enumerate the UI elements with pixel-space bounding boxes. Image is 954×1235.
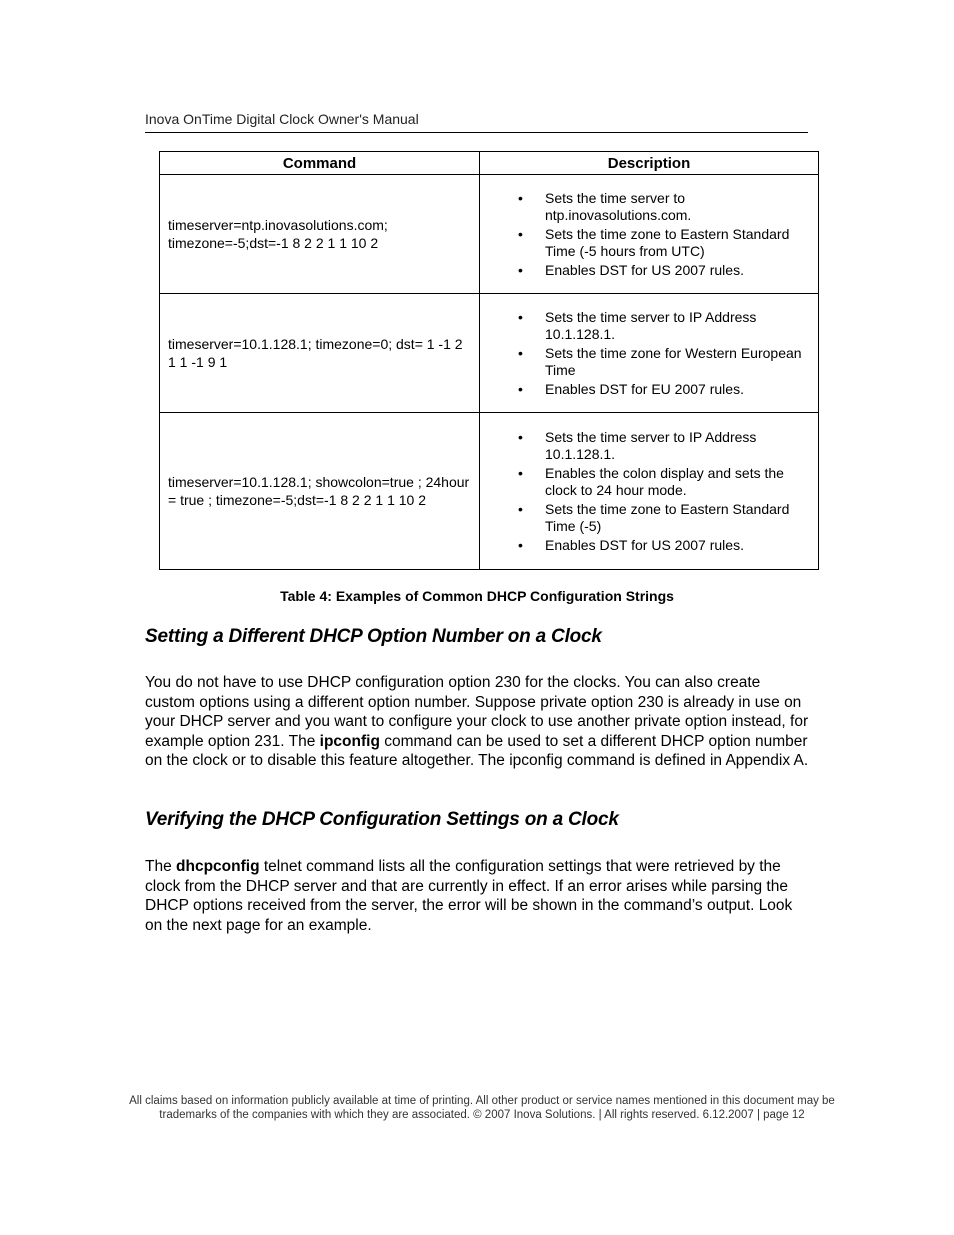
list-item: • Sets the time zone to Eastern Standard Time (-5 hours from UTC) — [545, 226, 818, 260]
list-item: • Enables DST for US 2007 rules. — [545, 262, 818, 279]
paragraph-text: command can be used to set a different DHCP option number on the clock or to disable this feature altogether. The ipconfig command is defined in Appendix A. — [145, 732, 809, 769]
list-item: • Sets the time server to IP Address 10.1.128.1. — [545, 429, 818, 463]
table-caption: Table 4: Examples of Common DHCP Configuration Strings — [280, 588, 674, 604]
section-heading-verifying: Verifying the DHCP Configuration Settings on a Clock — [145, 809, 619, 830]
description-list — [480, 309, 818, 398]
paragraph-text: telnet command lists all the configuration settings that were retrieved by the clock from the DHCP server and that are currently in effect. If an error arises while parsing the DHCP options received from the server, the error will be shown in the command’s output. Look on the next page for an example. — [145, 858, 793, 934]
list-item: • Sets the time zone to Eastern Standard Time (-5) — [545, 501, 818, 535]
header-title: Inova OnTime Digital Clock Owner's Manual — [145, 111, 419, 127]
ipconfig-keyword: ipconfig — [319, 732, 380, 750]
list-item: • Enables DST for US 2007 rules. — [545, 537, 818, 554]
dhcp-config-table — [159, 151, 819, 570]
description-cell — [480, 294, 819, 413]
paragraph-text: You do not have to use DHCP configuration option 230 for the clocks. You can also create custom options using a different option number. Suppose private option 230 is already in use on your DHCP server and you want to configure your clock to use another private option instead, for example option 231. The — [145, 674, 809, 750]
table-row — [160, 294, 819, 413]
column-header-description: Description — [480, 152, 819, 175]
table-row — [160, 413, 819, 570]
list-item: • Sets the time server to IP Address 10.1.128.1. — [545, 309, 818, 343]
description-list — [480, 429, 818, 554]
dhcpconfig-keyword: dhcpconfig — [176, 858, 260, 875]
page-footer — [120, 1094, 844, 1122]
list-item: • Sets the time server to ntp.inovasolutions.com. — [545, 190, 818, 224]
description-cell — [480, 175, 819, 294]
list-item: • Enables DST for EU 2007 rules. — [545, 381, 818, 398]
description-list — [480, 190, 818, 279]
description-cell — [480, 413, 819, 570]
column-header-command: Command — [160, 152, 480, 175]
footer-line: trademarks of the companies with which they are associated. © 2007 Inova Solutions. | All rights reserved. 6.12.2007 | page 12 — [159, 1109, 805, 1121]
footer-line: All claims based on information publicly available at time of printing. All other product or service names mentioned in this document may be — [129, 1095, 835, 1107]
list-item: • Sets the time zone for Western European Time — [545, 345, 818, 379]
table-header-row — [160, 152, 819, 175]
command-cell: timeserver=10.1.128.1; timezone=0; dst= 1 -1 2 1 1 -1 9 1 — [160, 294, 480, 413]
list-item: • Enables the colon display and sets the clock to 24 hour mode. — [545, 465, 818, 499]
command-cell: timeserver=10.1.128.1; showcolon=true ; 24hour = true ; timezone=-5;dst=-1 8 2 2 1 1 10 2 — [160, 413, 480, 570]
section-heading-option-number: Setting a Different DHCP Option Number on a Clock — [145, 626, 602, 647]
paragraph-text: The — [145, 858, 177, 875]
page-header — [145, 110, 808, 133]
section-paragraph-verifying — [145, 857, 810, 935]
table-row — [160, 175, 819, 294]
section-paragraph-option-number — [145, 673, 810, 771]
command-cell: timeserver=ntp.inovasolutions.com; timezone=-5;dst=-1 8 2 2 1 1 10 2 — [160, 175, 480, 294]
